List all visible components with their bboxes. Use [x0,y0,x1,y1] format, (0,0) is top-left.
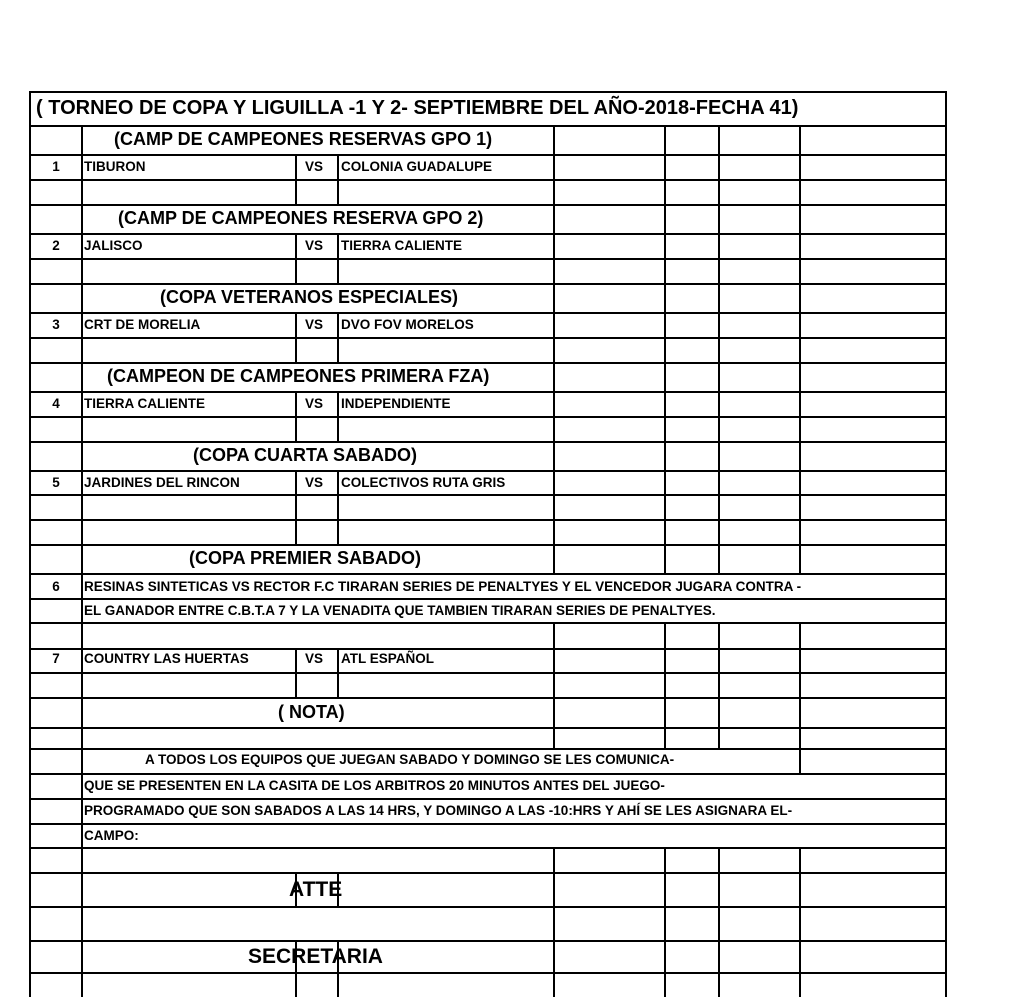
grid-line [29,179,947,181]
grid-line [295,470,297,544]
away-team: ATL ESPAÑOL [341,651,435,666]
note-line: QUE SE PRESENTEN EN LA CASITA DE LOS ARBITROS 20 MINUTOS ANTES DEL JUEGO- [84,778,665,793]
grid-line [799,748,801,773]
grid-line [29,283,947,285]
home-team: JARDINES DEL RINCON [84,475,240,490]
away-team: COLONIA GUADALUPE [341,159,492,174]
section-heading: (CAMP DE CAMPEONES RESERVA GPO 2) [118,208,484,228]
note-heading: ( NOTA) [278,702,345,722]
grid-line [29,391,947,393]
note-line: A TODOS LOS EQUIPOS QUE JUEGAN SABADO Y DOMINGO SE LES COMUNICA- [145,752,675,767]
grid-line [29,312,947,314]
grid-line [29,573,947,575]
grid-line [553,125,555,573]
grid-line [664,847,666,997]
grid-line [799,622,801,748]
grid-line [29,233,947,235]
grid-line [29,648,947,650]
home-team: TIERRA CALIENTE [84,396,205,411]
match-number: 3 [52,317,60,332]
grid-line [29,154,947,156]
grid-line [553,847,555,997]
grid-line [29,872,947,874]
grid-line [29,697,947,699]
grid-line [29,470,947,472]
grid-line [295,312,297,362]
grid-line [29,441,947,443]
match-number: 6 [52,579,60,594]
section-heading: (COPA PREMIER SABADO) [189,548,422,568]
grid-line [29,727,947,729]
premier-line: EL GANADOR ENTRE C.B.T.A 7 Y LA VENADITA QUE TAMBIEN TIRARAN SERIES DE PENALTYES. [84,603,716,618]
vs-label: VS [305,159,324,174]
grid-line [81,125,83,997]
grid-line [29,748,947,750]
grid-line [945,91,947,997]
vs-label: VS [305,396,324,411]
grid-line [29,91,31,997]
grid-line [29,362,947,364]
note-line: PROGRAMADO QUE SON SABADOS A LAS 14 HRS, Y DOMINGO A LAS -10:HRS Y AHÍ SE LES ASIGNARA EL- [84,803,793,818]
premier-line: RESINAS SINTETICAS VS RECTOR F.C TIRARAN SERIES DE PENALTYES Y EL VENCEDOR JUGARA CONTRA - [84,579,802,594]
note-line: CAMPO: [84,828,139,843]
section-heading: (CAMPEON DE CAMPEONES PRIMERA FZA) [107,366,490,386]
grid-line [718,125,720,573]
grid-line [337,312,339,362]
grid-line [29,823,947,825]
grid-line [799,125,801,573]
grid-line [337,154,339,204]
atte-label: ATTE [289,878,343,901]
grid-line [29,519,947,521]
home-team: TIBURON [84,159,146,174]
home-team: COUNTRY LAS HUERTAS [84,651,249,666]
grid-line [664,125,666,573]
grid-line [29,773,947,775]
grid-line [29,972,947,974]
section-heading: (CAMP DE CAMPEONES RESERVAS GPO 1) [114,129,493,149]
match-number: 7 [52,651,60,666]
home-team: JALISCO [84,238,143,253]
grid-line [29,598,947,600]
away-team: TIERRA CALIENTE [341,238,462,253]
match-number: 4 [52,396,60,411]
grid-line [718,622,720,748]
grid-line [295,154,297,204]
grid-line [29,337,947,339]
grid-line [337,233,339,283]
grid-line [337,972,339,997]
grid-line [664,622,666,748]
grid-line [29,91,947,93]
grid-line [29,544,947,546]
grid-line [29,940,947,942]
away-team: DVO FOV MORELOS [341,317,474,332]
match-number: 1 [52,159,60,174]
away-team: INDEPENDIENTE [341,396,451,411]
grid-line [29,125,947,127]
section-heading: (COPA CUARTA SABADO) [193,445,417,465]
away-team: COLECTIVOS RUTA GRIS [341,475,506,490]
match-number: 2 [52,238,60,253]
vs-label: VS [305,475,324,490]
grid-line [337,648,339,697]
grid-line [29,622,947,624]
grid-line [29,798,947,800]
grid-line [337,470,339,544]
grid-line [29,204,947,206]
match-number: 5 [52,475,60,490]
grid-line [295,648,297,697]
grid-line [337,391,339,441]
secretaria-label: SECRETARIA [248,945,383,968]
grid-line [553,622,555,748]
grid-line [29,847,947,849]
grid-line [295,972,297,997]
vs-label: VS [305,651,324,666]
grid-line [295,233,297,283]
vs-label: VS [305,238,324,253]
grid-line [29,906,947,908]
vs-label: VS [305,317,324,332]
grid-line [29,258,947,260]
grid-line [29,416,947,418]
grid-line [295,391,297,441]
grid-line [29,494,947,496]
sheet-title: ( TORNEO DE COPA Y LIGUILLA -1 Y 2- SEPTIEMBRE DEL AÑO-2018-FECHA 41) [36,97,799,119]
section-heading: (COPA VETERANOS ESPECIALES) [160,287,459,307]
grid-line [799,847,801,997]
home-team: CRT DE MORELIA [84,317,201,332]
grid-line [718,847,720,997]
grid-line [29,672,947,674]
